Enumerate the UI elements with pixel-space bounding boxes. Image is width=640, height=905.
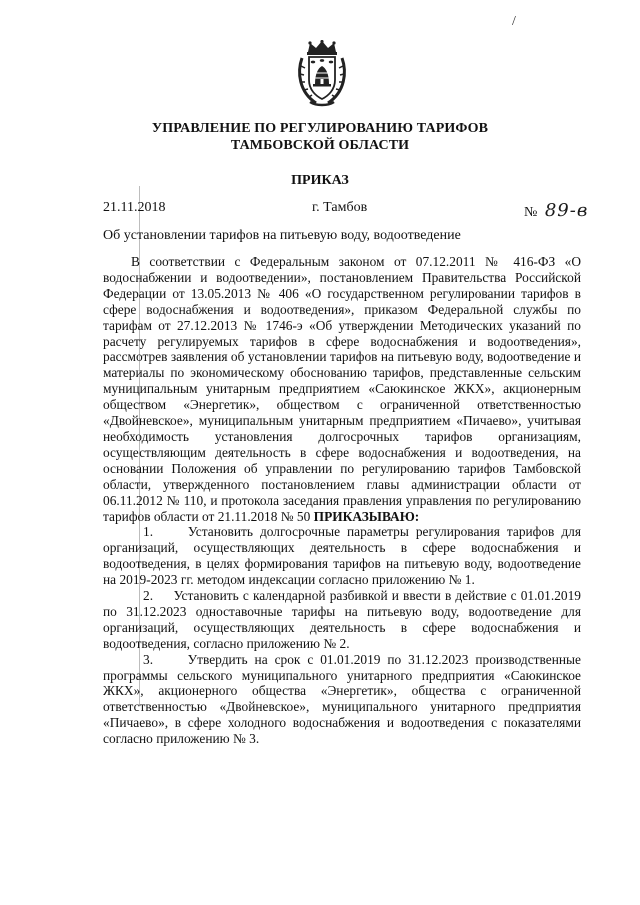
order-item-2 <box>103 588 581 652</box>
number-label: № <box>524 205 538 220</box>
document-body <box>103 254 581 747</box>
item-text: Установить с календарной разбивкой и ввести в действие с 01.01.2019 по 31.12.2023 одноставочные тарифы на питьевую воду, водоотведение для организаций, осуществляющих деятельность в сфере водоснабжения и водоотведения, согласно приложению № 2. <box>103 588 581 651</box>
item-number: 1. <box>143 524 154 540</box>
order-word: ПРИКАЗЫВАЮ: <box>313 508 420 524</box>
document-date: 21.11.2018 <box>103 200 166 215</box>
preamble-paragraph <box>103 254 581 524</box>
item-text: Установить долгосрочные параметры регулирования тарифов для организаций, осуществляющих деятельность в сфере водоснабжения и водоотведения, в целях формирования тарифов на питьевую воду, водоотведение на 2019-2023 гг. методом индексации согласно приложению № 1. <box>103 524 581 588</box>
pen-mark: / <box>512 14 516 29</box>
item-number: 2. <box>143 588 154 604</box>
item-text: Утвердить на срок с 01.01.2019 по 31.12.2023 производственные программы сельского муниципального унитарного предприятия «Саюкинское ЖКХ», акционерного общества «Энергетик», общества с ограниченной ответственностью «Двойневское», муниципального унитарного предприятия «Пичаево», в сфере холодного водоснабжения и водоотведения с показателями согласно приложению № 3. <box>103 651 581 747</box>
item-number: 3. <box>143 651 154 667</box>
order-item-1 <box>103 524 581 588</box>
order-item-3 <box>103 652 581 747</box>
document-city: г. Тамбов <box>312 200 368 215</box>
document-subject: Об установлении тарифов на питьевую воду, водоотведение <box>103 228 461 243</box>
organization-name-line2: ТАМБОВСКОЙ ОБЛАСТИ <box>230 138 410 153</box>
document-type: ПРИКАЗ <box>291 173 349 188</box>
document-number <box>524 200 588 221</box>
organization-name-line1: УПРАВЛЕНИЕ ПО РЕГУЛИРОВАНИЮ ТАРИФОВ <box>151 121 489 136</box>
handwritten-number: 89-в <box>544 200 589 221</box>
coat-of-arms-icon <box>296 40 348 108</box>
preamble-text: В соответствии с Федеральным законом от 07.12.2011 № 416-ФЗ «О водоснабжении и водоотведении», постановлением Правительства Российской Федерации от 13.05.2013 № 406 «О государственном регулировании тарифов в сфере водоснабжения и водоотведения», приказом Федеральной службы по тарифам от 27.12.2013 № 1746-э «Об утверждении Методических указаний по расчету регулируемых тарифов в сфере водоснабжения и водоотведения», рассмотрев заявления об установлении тарифов на питьевую воду, водоотведение и материалы по экономическому обоснованию тарифов, представленные сельским муниципальным унитарным предприятием «Саюкинское ЖКХ», акционерным обществом «Энергетик», обществом с ограниченной ответственностью «Двойневское», муниципальным унитарным предприятием «Пичаево», учитывая необходимость установления долгосрочных тарифов организациям, осуществляющим деятельность в сфере водоснабжения и водоотведения, на основании Положения об управлении по регулированию тарифов Тамбовской области, утвержденного постановлением главы администрации области от 06.11.2012 № 110, и протокола заседания правления управления по регулированию тарифов области от 21.11.2018 № 50 <box>103 254 581 524</box>
